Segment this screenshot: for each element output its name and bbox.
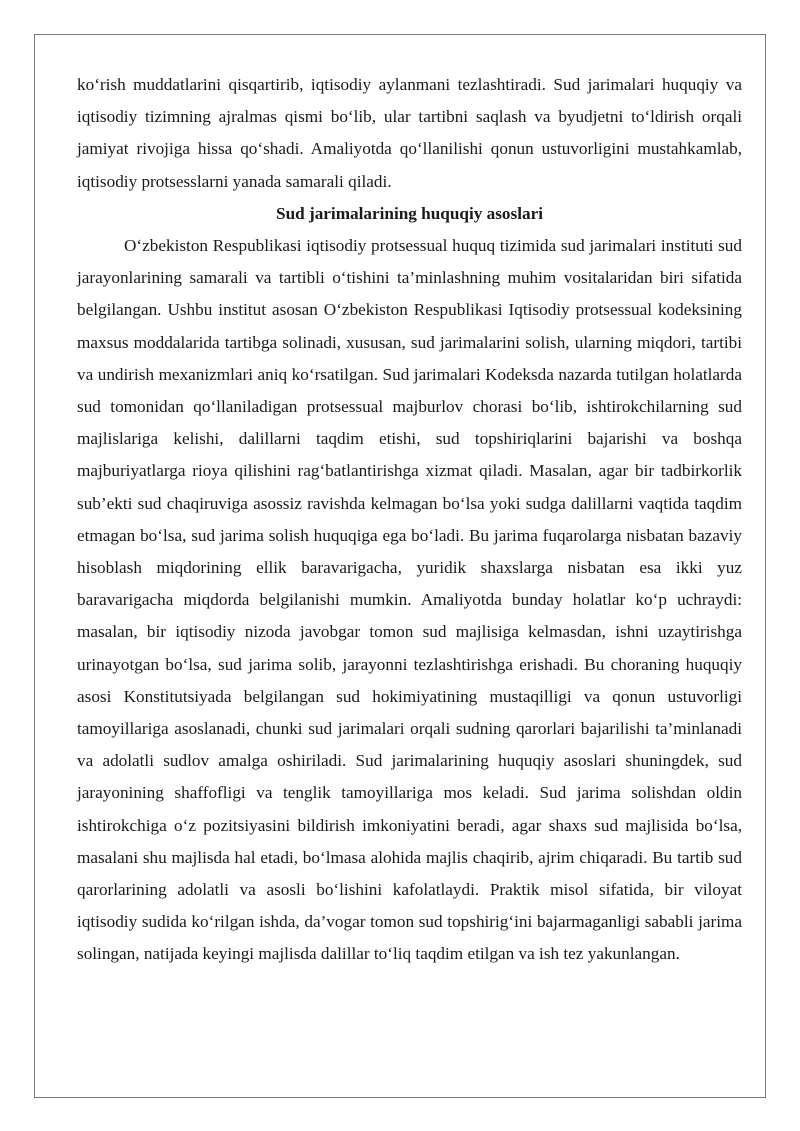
body-paragraph: O‘zbekiston Respublikasi iqtisodiy protsessual huquq tizimida sud jarimalari instituti sud jarayonlarining samarali va tartibli o‘tishini ta’minlashning muhim vositalaridan biri sifatida belgilangan. Ushbu institut asosan O‘zbekiston Respublikasi Iqtisodiy protsessual kodeksining maxsus moddalarida tartibga solinadi, xususan, sud jarimalarini solish, ularning miqdori, tartibi va undirish mexanizmlari aniq ko‘rsatilgan. Sud jarimalari Kodeksda nazarda tutilgan holatlarda sud tomonidan qo‘llaniladigan protsessual majburlov chorasi bo‘lib, ishtirokchilarning sud majlislariga kelishi, dalillarni taqdim etishi, sud topshiriqlarini bajarishi va boshqa majburiyatlarga rioya qilishini rag‘batlantirishga xizmat qiladi. Masalan, agar bir tadbirkorlik sub’ekti sud chaqiruviga asossiz ravishda kelmagan bo‘lsa yoki sudga dalillarni vaqtida taqdim etmagan bo‘lsa, sud jarima solish huquqiga ega bo‘ladi. Bu jarima fuqarolarga nisbatan bazaviy hisoblash miqdorining ellik baravarigacha, yuridik shaxslarga nisbatan esa ikki yuz baravarigacha miqdorda belgilanishi mumkin. Amaliyotda bunday holatlar ko‘p uchraydi: masalan, bir iqtisodiy nizoda javobgar tomon sud majlisiga kelmasdan, ishni uzaytirishga urinayotgan bo‘lsa, sud jarima solib, jarayonni tezlashtirishga erishadi. Bu choraning huquqiy asosi Konstitutsiyada belgilangan sud hokimiyatining mustaqilligi va qonun ustuvorligi tamoyillariga asoslanadi, chunki sud jarimalari orqali sudning qarorlari bajarilishi ta’minlanadi va adolatli sudlov amalga oshiriladi. Sud jarimalarining huquqiy asoslari shuningdek, sud jarayonining shaffofligi va tenglik tamoyillariga mos keladi. Sud jarima solishdan oldin ishtirokchiga o‘z pozitsiyasini bildirish imkoniyatini beradi, agar shaxs sud majlisida bo‘lsa, masalani shu majlisda hal etadi, bo‘lmasa alohida majlis chaqirib, ajrim chiqaradi. Bu tartib sud qarorlarining adolatli va asosli bo‘lishini kafolatlaydi. Praktik misol sifatida, bir viloyat iqtisodiy sudida ko‘rilgan ishda, da’vogar tomon sud topshirig‘ini bajarmaganligi sababli jarima solingan, natijada keyingi majlisda dalillar to‘liq taqdim etilgan va ish tez yakunlangan. — [77, 236, 742, 964]
document-body — [77, 69, 742, 971]
intro-paragraph: ko‘rish muddatlarini qisqartirib, iqtisodiy aylanmani tezlashtiradi. Sud jarimalari huquqiy va iqtisodiy tizimning ajralmas qismi bo‘lib, ular tartibni saqlash va byudjetni to‘ldirish orqali jamiyat rivojiga hissa qo‘shadi. Amaliyotda qo‘llanilishi qonun ustuvorligini mustahkamlab, iqtisodiy protsesslarni yanada samarali qiladi. — [77, 75, 742, 191]
section-heading: Sud jarimalarining huquqiy asoslari — [276, 203, 543, 223]
